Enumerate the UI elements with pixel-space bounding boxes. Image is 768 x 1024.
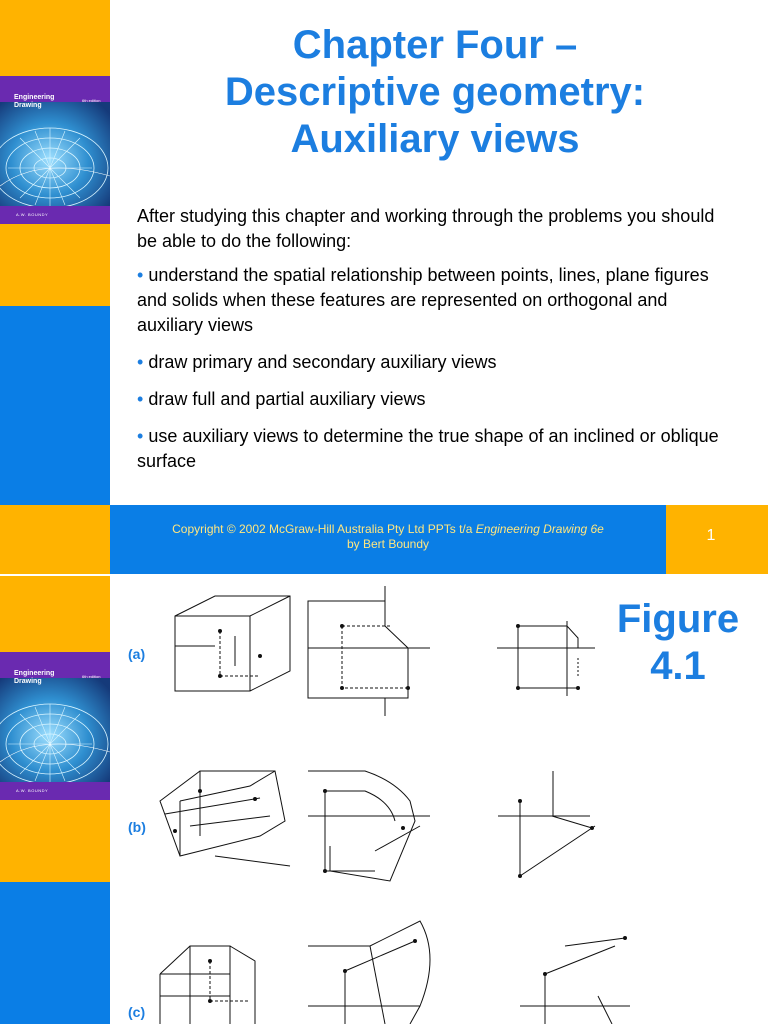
book-cover-image	[0, 76, 110, 224]
drawing-b1-auxiliary	[160, 771, 290, 866]
cover-title-line1: Engineering	[14, 94, 55, 101]
figure-number: 4.1	[650, 644, 706, 688]
objectives-text	[137, 204, 737, 486]
bullet-dot: •	[137, 352, 144, 372]
row-label-a: (a)	[128, 646, 146, 662]
row-label-c: (c)	[128, 1004, 146, 1020]
bullet-item	[137, 424, 737, 474]
page-number-box	[666, 505, 768, 574]
drawing-a3-views	[497, 621, 595, 696]
bullet-dot: •	[137, 389, 144, 409]
cover-title-line2: Drawing	[14, 678, 42, 685]
bullet-text: draw primary and secondary auxiliary views	[148, 352, 497, 372]
drawing-b2-auxiliary	[308, 771, 430, 881]
technical-drawings	[120, 576, 640, 1024]
figure-word: Figure	[616, 597, 740, 641]
side-bar-blue	[0, 882, 110, 1024]
bullet-text: draw full and partial auxiliary views	[148, 389, 426, 409]
drawing-c2-prism	[308, 921, 430, 1024]
side-bar-blue	[0, 306, 110, 505]
row-label-b: (b)	[128, 819, 146, 835]
cover-edition: 6th edition	[82, 674, 101, 679]
footer-strip	[0, 505, 110, 574]
page-number: 1	[706, 527, 716, 544]
intro-paragraph: After studying this chapter and working through the problems you should be able to do the following:	[137, 206, 715, 251]
title-line-2: Descriptive geometry:	[224, 70, 646, 114]
copyright-text	[110, 522, 666, 552]
chapter-title	[150, 22, 720, 163]
drawing-b3-auxiliary	[498, 771, 595, 878]
drawing-c1-prism	[160, 946, 255, 1024]
title-line-1: Chapter Four –	[292, 23, 578, 67]
title-line-3: Auxiliary views	[290, 117, 580, 161]
bullet-text: use auxiliary views to determine the true shape of an inclined or oblique surface	[137, 426, 719, 471]
bullet-item	[137, 350, 737, 375]
bullet-item	[137, 263, 737, 338]
cover-title-line1: Engineering	[14, 670, 55, 677]
copyright-prefix: Copyright © 2002 McGraw-Hill Australia Pty Ltd PPTs t/a	[172, 522, 476, 536]
cover-edition: 6th edition	[82, 98, 101, 103]
slide-2	[0, 576, 768, 1024]
drawing-a1-cube	[175, 596, 290, 691]
slide-footer	[0, 505, 768, 574]
bullet-text: understand the spatial relationship between points, lines, plane figures and solids when these features are represented on orthogonal and auxiliary views	[137, 265, 709, 335]
drawing-a2-projection	[308, 586, 430, 716]
book-title-italic: Engineering Drawing 6e	[475, 522, 604, 536]
bullet-dot: •	[137, 426, 144, 446]
book-cover-image	[0, 652, 110, 800]
copyright-author: by Bert Boundy	[346, 537, 430, 551]
drawing-c3-prism	[520, 937, 630, 1024]
cover-title-line2: Drawing	[14, 102, 42, 109]
cover-author: A.W. BOUNDY	[16, 788, 49, 793]
bullet-dot: •	[137, 265, 144, 285]
cover-author: A.W. BOUNDY	[16, 212, 49, 217]
bullet-item	[137, 387, 737, 412]
